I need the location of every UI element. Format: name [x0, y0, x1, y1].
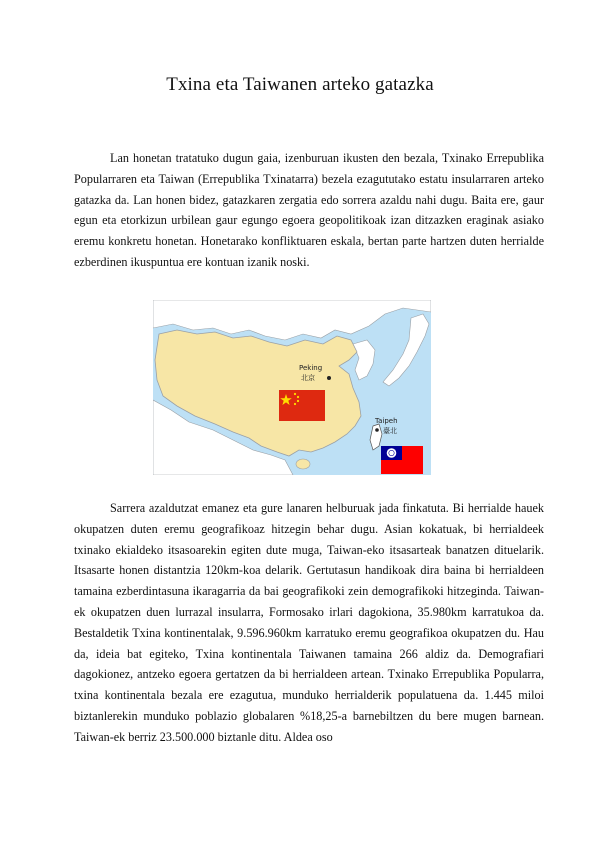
- intro-paragraph: Lan honetan tratatuko dugun gaia, izenburuan ikusten den bezala, Txinako Errepublika Popularraren eta Taiwan (Errepublika Txinatarra) bezela ezagututako estatu insularraren arteko gatazka da. Lan honen bidez, gatazkaren zergatia edo sorrera azaldu nahi dugu. Baita ere, gaur egun eta etorkizun urbilean gaur egungo egoera geopolitikoak izan ditzazken eraginak asiako eremu konkretu honetan. Honetarako konfliktuaren eskala, bertan parte hartzen duten herrialde ezberdinen ikuspuntua ere kontuan izanik noski.: [74, 151, 544, 269]
- map-graphic: [153, 300, 431, 475]
- taipei-label: Taipeh: [375, 417, 398, 425]
- taipei-chinese-label: 臺北: [383, 427, 397, 435]
- beijing-label: Peking: [299, 364, 323, 372]
- china-taiwan-map: [153, 300, 431, 475]
- body-paragraph: Sarrera azaldutzat emanez eta gure lanaren helburuak jada finkatuta. Bi herrialde hauek okupatzen duten eremu geografikoaz hitzegin behar dugu. Asian kokatuak, bi herrialdeek txinako ekialdeko itsasoarekin egiten dute muga, Taiwan-eko itsasarteak banatzen dituelarik. Itsasarte honen distantzia 120km-koa delarik. Gertutasun handikoak dira baina bi herrialdeen tamaina ezberdintasuna ikaragarria da bai geografikoki zein demografikoki hitzeginda. Taiwan-ek okupatzen duen lurrazal insularra, Formosako irlari dagokiona, 35.980km karratukoa da. Bestaldetik Txina kontinentalak, 9.596.960km karratuko eremu geografikoa okupatzen du. Hau da, ideia bat egiteko, Txina kontinentala Taiwanen tamaina 266 aldiz da. Demografiari dagokionez, antzeko egoera gertatzen da bi herrialdeen artean. Txinako Errepublika Popularra, txina kontinentala bezala ere ezagutua, munduko herrialderik populatuena da. 1.445 miloi biztanlerekin munduko poblazio globalaren %18,25-a barnebiltzen du bere mugen barnean. Taiwan-ek berriz 23.500.000 biztanle ditu. Aldea oso: [74, 501, 544, 744]
- prc-flag-icon: [279, 390, 325, 421]
- document-title: Txina eta Taiwanen arteko gatazka: [166, 74, 434, 95]
- taipei-marker: [375, 428, 379, 432]
- beijing-chinese-label: 北京: [301, 374, 315, 382]
- hainan-island: [296, 459, 310, 469]
- roc-flag-icon: [381, 446, 423, 474]
- beijing-marker: [327, 376, 331, 380]
